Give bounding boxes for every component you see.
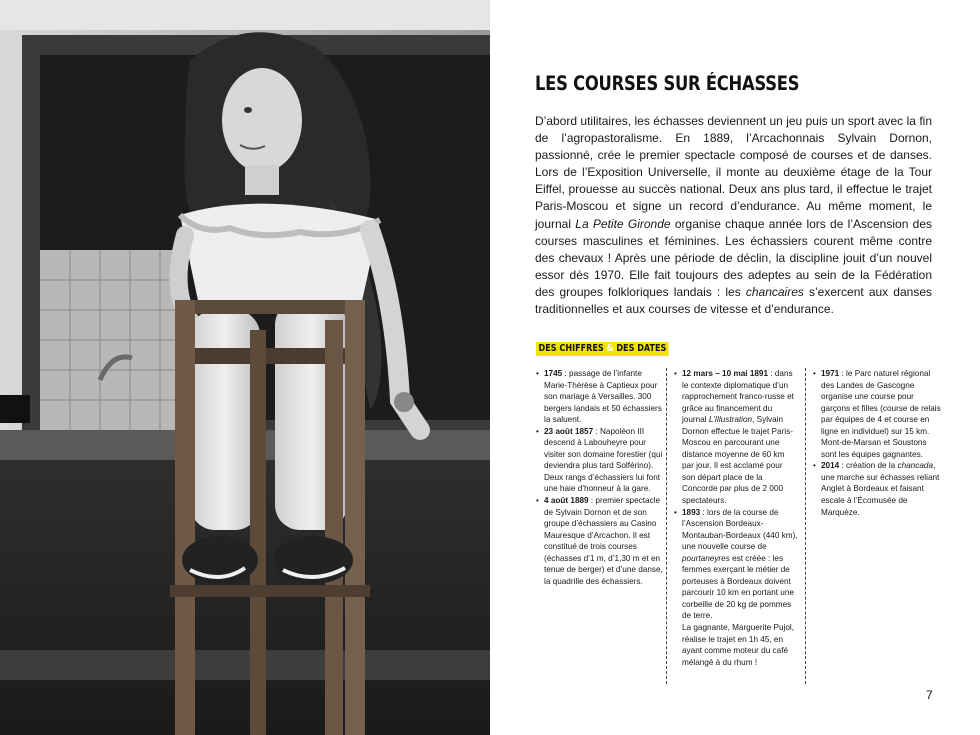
column-divider-1: [666, 368, 667, 684]
intro-newspaper-name: La Petite Gironde: [575, 216, 671, 231]
timeline-item-1857: [536, 426, 666, 495]
timeline-item-1893: [674, 507, 798, 622]
timeline-text: : passage de l’infante Marie-Thérèse à Captieux pour son mariage à Versailles. 300 bergers landais et 50 échassiers la saluent.: [544, 369, 662, 425]
timeline-italic: pourtaneyres: [682, 553, 730, 563]
timeline-date: 1971: [821, 369, 840, 378]
timeline-text: : le Parc naturel régional des Landes de Gascogne organise une course pour garçons et filles (course de relais par équipes de 4 et course en ligne en individuel) sur 15 km. Mont-de-Marsan et Soustons sont les équipes gagnantes.: [821, 369, 941, 459]
timeline-date: 1893: [682, 507, 701, 517]
article-intro: [535, 113, 932, 318]
timeline-column-3: [813, 368, 943, 518]
timeline-text: , une marche sur échasses reliant Anglet à Bordeaux et faisant escale à l’Écomusée de Marquèze.: [821, 461, 940, 517]
timeline-column-2: [674, 368, 798, 668]
text-page: [490, 0, 980, 735]
timeline-date: 4 août 1889: [544, 496, 589, 506]
timeline-text: : dans le contexte diplomatique d’un rapprochement franco-russe et grâce au financement du journal: [682, 369, 794, 425]
timeline-text: La gagnante, Marguerite Pujol, réalise le trajet en 1h 45, en ayant comme moteur du café mélangé à du rhum !: [682, 623, 794, 667]
timeline-date: 1745: [544, 369, 563, 378]
timeline-column-1: [536, 368, 666, 587]
sidebar-title: [536, 342, 669, 356]
timeline-text: : lors de la course de l’Ascension Bordeaux-Montauban-Bordeaux (440 km), une nouvelle course de: [682, 507, 798, 552]
page-number: 7: [926, 688, 933, 702]
intro-text-2: organise chaque année lors de l’Ascension des courses masculines et féminines. Les échassiers courent même contre des chevaux ! Après une période de déclin, la discipline jouit d’un nouvel essor dès 1970. Elle fait toujours des adeptes au sein de la Fédération des groupes folkloriques landais : les: [535, 216, 932, 299]
intro-text-1: D’abord utilitaires, les échasses deviennent un jeu puis un sport avec la fin de l’agropastoralisme. En 1889, l’Arcachonnais Sylvain Dornon, passionné, crée le premier spectacle composé de courses et de danses. Lors de l’Exposition Universelle, il monte au deuxième étage de la Tour Eiffel, prouesse au succès national. Deux ans plus tard, il effectue le trajet Paris-Moscou et signe un record d’endurance. Au même moment, le journal: [535, 114, 932, 231]
timeline-text: : création de la: [839, 461, 898, 471]
article-title: LES COURSES SUR ÉCHASSES: [535, 72, 800, 95]
intro-text-3: s’exercent aux danses traditionnelles et aux courses de vitesse et d’endurance.: [535, 284, 932, 317]
timeline-item-1893-winner: [674, 622, 798, 668]
intro-chancaires: chancaires: [745, 284, 804, 299]
timeline-date: 23 août 1857: [544, 426, 594, 436]
timeline-item-1745: [536, 368, 666, 426]
timeline-text: est créée : les femmes exerçant le métier de porteuses à Bordeaux doivent parcourir 10 km en portant une corbeille de 20 kg de pommes de terre.: [682, 553, 794, 621]
timeline-text: : Napoléon III descend à Labouheyre pour visiter son domaine forestier (qui deviendra plus tard Solférino). Deux rangs d’échassiers lui font une haie d’honneur à la gare.: [544, 426, 663, 494]
sidebar-title-part1: DES CHIFFRES: [538, 343, 607, 354]
timeline-date: 2014: [821, 461, 840, 471]
sidebar-title-part2: DES DATES: [613, 343, 667, 354]
timeline-italic: chancada: [897, 461, 933, 471]
column-divider-2: [805, 368, 806, 684]
timeline-italic: L’Illustration: [708, 415, 753, 425]
timeline-item-1971: [813, 368, 943, 460]
sidebar-title-amp: &: [606, 343, 614, 354]
timeline-item-1889: [536, 495, 666, 587]
timeline-text: : premier spectacle de Sylvain Dornon et de son groupe d’échassiers au Casino Mauresque d’Arcachon. Il est constitué de trois courses (échasses d’1 m, d’1,30 m et en tenue de berger) et d’une danse, la quadrille des échassiers.: [544, 496, 663, 586]
timeline-date: 12 mars – 10 mai 1891: [682, 369, 769, 378]
timeline-text: , Sylvain Dornon effectue le trajet Paris-Moscou en parcourant une distance moyenne de 60 km par jour. Il est acclamé pour son départ place de la Concorde par plus de 2 000 spectateurs.: [682, 415, 793, 506]
timeline-item-2014: [813, 460, 943, 518]
timeline-item-1891: [674, 368, 798, 507]
